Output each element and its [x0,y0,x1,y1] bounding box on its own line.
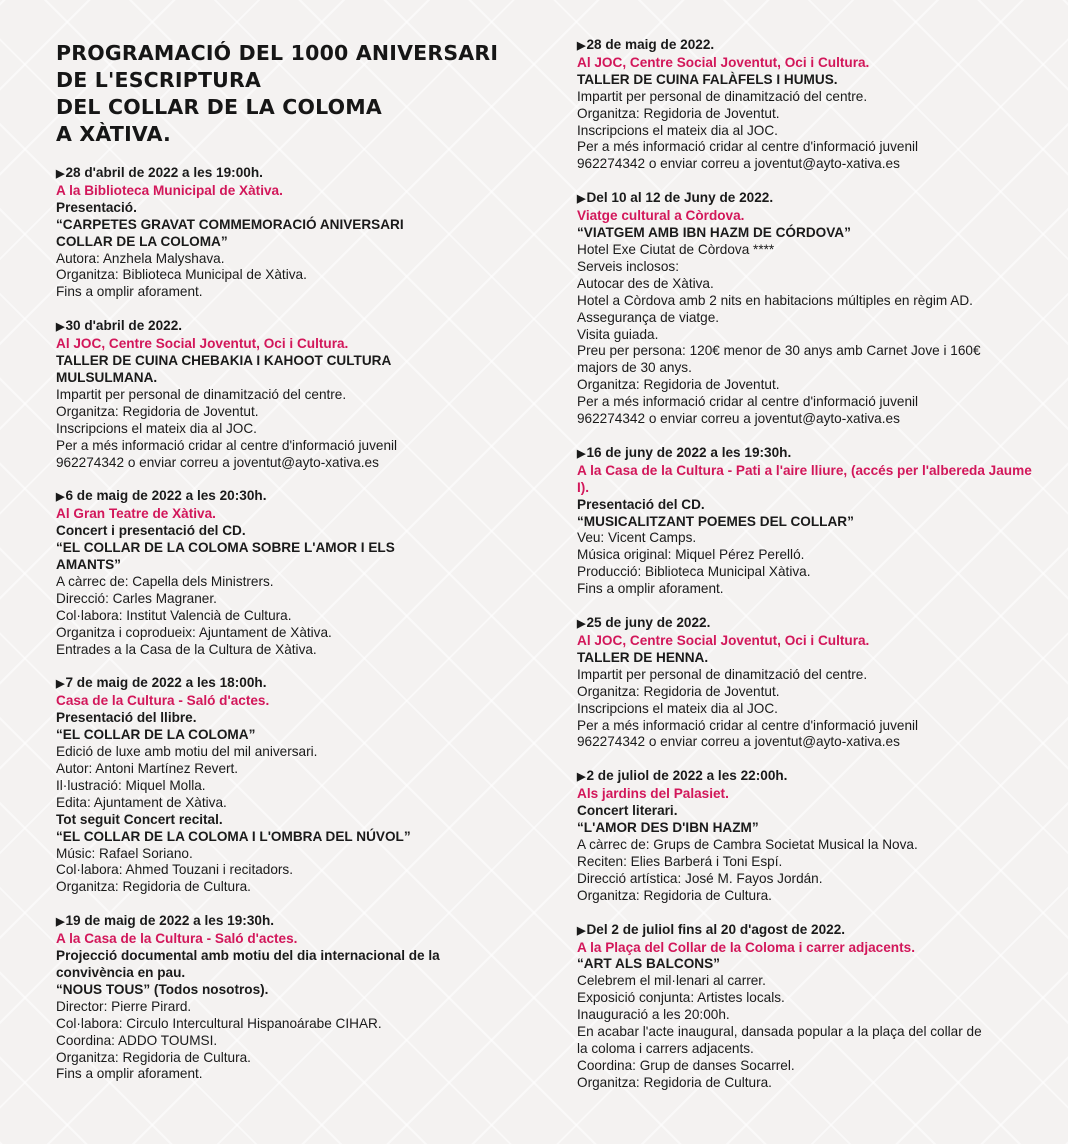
event-block [56,318,526,471]
event-detail-line: Celebrem el mil·lenari al carrer. [577,973,766,989]
event-detail-line: majors de 30 anys. [577,360,692,376]
event-block [577,190,1047,428]
event-detail-line: Inscripcions el mateix dia al JOC. [56,420,257,436]
right-event-list [577,37,1047,1092]
event-date [577,615,1047,633]
page-title [56,40,526,148]
event-date [577,190,1047,208]
event-detail-line: Organitza: Regidoria de Joventut. [577,683,780,699]
event-heading-line: Presentació del llibre. [56,710,197,726]
play-arrow-icon: ▶ [56,491,65,504]
event-venue: Al Gran Teatre de Xàtiva. [56,506,216,522]
event-date-text: 16 de juny de 2022 a les 19:30h. [586,444,792,460]
play-arrow-icon: ▶ [56,321,65,334]
event-heading-line: “VIATGEM AMB IBN HAZM DE CÓRDOVA” [577,225,851,241]
play-arrow-icon: ▶ [577,618,586,631]
event-heading-line: “ART ALS BALCONS” [577,956,720,972]
event-detail-line: Música original: Miquel Pérez Perelló. [577,547,805,563]
title-line: PROGRAMACIÓ DEL 1000 ANIVERSARI [56,41,499,65]
event-detail-line: Organitza: Regidoria de Cultura. [56,1049,251,1065]
event-heading-line: “MUSICALITZANT POEMES DEL COLLAR” [577,513,854,529]
title-line: DEL COLLAR DE LA COLOMA [56,95,382,119]
event-detail-line: Entrades a la Casa de la Cultura de Xàtiva. [56,641,317,657]
event-detail-line: Exposició conjunta: Artistes locals. [577,990,785,1006]
event-heading-line: Tot seguit Concert recital. [56,811,223,827]
event-detail-line: A càrrec de: Grups de Cambra Societat Musical la Nova. [577,836,918,852]
event-heading-line: Concert literari. [577,803,678,819]
left-column [56,0,526,1083]
event-detail-line: Fins a omplir aforament. [56,1066,203,1082]
event-detail-line: Col·labora: Institut Valencià de Cultura. [56,607,292,623]
event-detail-line: A càrrec de: Capella dels Ministrers. [56,573,274,589]
event-venue: Al JOC, Centre Social Joventut, Oci i Cultura. [577,633,870,648]
event-date [577,922,1047,940]
event-date-text: 19 de maig de 2022 a les 19:30h. [65,913,275,929]
event-detail-line: Impartit per personal de dinamització del centre. [56,386,347,402]
event-detail-line: Producció: Biblioteca Municipal Xàtiva. [577,564,811,580]
event-venue: Al JOC, Centre Social Joventut, Oci i Cultura. [56,336,349,352]
event-venue: A la Biblioteca Municipal de Xàtiva. [56,182,283,198]
event-heading-line: Presentació del CD. [577,496,705,512]
event-venue: A la Plaça del Collar de la Coloma i carrer adjacents. [577,939,915,955]
event-block [577,922,1047,1092]
event-detail-line: Per a més informació cridar al centre d'informació juvenil [577,139,919,155]
event-detail-line: Preu per persona: 120€ menor de 30 anys amb Carnet Jove i 160€ [577,343,981,359]
event-heading-line: TALLER DE HENNA. [577,649,709,665]
event-detail-line: Visita guiada. [577,326,659,342]
play-arrow-icon: ▶ [577,193,586,206]
title-line: DE L'ESCRIPTURA [56,68,262,92]
play-arrow-icon: ▶ [577,447,586,460]
event-block [577,615,1047,751]
event-date [56,675,526,693]
event-venue: Al JOC, Centre Social Joventut, Oci i Cultura. [577,54,870,70]
right-column [577,0,1047,1092]
event-heading-line: “CARPETES GRAVAT COMMEMORACIÓ ANIVERSARI [56,216,404,232]
event-heading-line: Concert i presentació del CD. [56,523,246,539]
event-detail-line: Col·labora: Circulo Intercultural Hispanoárabe CIHAR. [56,1015,382,1031]
event-detail-line: Organitza: Regidoria de Joventut. [56,403,259,419]
play-arrow-icon: ▶ [577,771,586,784]
event-venue: Casa de la Cultura - Saló d'actes. [56,693,270,709]
play-arrow-icon: ▶ [56,916,65,929]
event-heading-line: “NOUS TOUS” (Todos nosotros). [56,981,269,997]
event-detail-line: Reciten: Elies Barberá i Toni Espí. [577,853,783,869]
event-detail-line: Direcció artística: José M. Fayos Jordán. [577,870,823,886]
event-detail-line: Coordina: Grup de danses Socarrel. [577,1057,795,1073]
event-date-text: 6 de maig de 2022 a les 20:30h. [65,488,267,504]
event-detail-line: Coordina: ADDO TOUMSI. [56,1032,218,1048]
event-detail-line: la coloma i carrers adjacents. [577,1040,754,1056]
event-date [577,445,1047,463]
event-detail-line: Serveis inclosos: [577,258,679,274]
event-date-text: 28 d'abril de 2022 a les 19:00h. [65,165,263,180]
event-heading-line: Projecció documental amb motiu del dia internacional de la [56,948,440,964]
event-detail-line: Fins a omplir aforament. [56,284,203,300]
event-heading-line: TALLER DE CUINA CHEBAKIA I KAHOOT CULTURA [56,353,392,369]
event-heading-line: “EL COLLAR DE LA COLOMA SOBRE L'AMOR I ELS [56,540,395,556]
event-detail-line: Autora: Anzhela Malyshava. [56,250,225,266]
event-heading-line: COLLAR DE LA COLOMA” [56,233,228,249]
event-detail-line: 962274342 o enviar correu a joventut@ayto-xativa.es [577,156,900,172]
event-detail-line: Organitza: Biblioteca Municipal de Xàtiva. [56,267,307,283]
play-arrow-icon: ▶ [577,40,586,52]
event-date-text: 28 de maig de 2022. [586,37,715,52]
event-detail-line: Assegurança de viatge. [577,309,720,325]
event-heading-line: Presentació. [56,199,137,215]
left-event-list [56,165,526,1083]
event-date [577,768,1047,786]
event-detail-line: Inscripcions el mateix dia al JOC. [577,122,778,138]
event-detail-line: Organitza: Regidoria de Cultura. [577,1074,772,1090]
event-detail-line: Inauguració a les 20:00h. [577,1007,730,1023]
event-block [577,445,1047,598]
event-block [56,165,526,301]
event-detail-line: Organitza: Regidoria de Cultura. [577,887,772,903]
event-date-text: 30 d'abril de 2022. [65,318,183,334]
event-date-text: 25 de juny de 2022. [586,615,711,631]
play-arrow-icon: ▶ [56,168,65,180]
event-detail-line: Organitza i coprodueix: Ajuntament de Xàtiva. [56,624,332,640]
event-venue: A la Casa de la Cultura - Saló d'actes. [56,931,298,947]
event-detail-line: 962274342 o enviar correu a joventut@ayto-xativa.es [56,454,379,470]
play-arrow-icon: ▶ [577,924,586,937]
event-detail-line: Il·lustració: Miquel Molla. [56,777,206,793]
event-heading-line: “EL COLLAR DE LA COLOMA I L'OMBRA DEL NÚVOL” [56,828,411,844]
event-detail-line: Per a més informació cridar al centre d'informació juvenil [577,394,919,410]
event-detail-line: Organitza: Regidoria de Cultura. [56,879,251,895]
event-detail-line: Autor: Antoni Martínez Revert. [56,761,239,776]
event-venue: A la Casa de la Cultura - Pati a l'aire lliure, (accés per l'albereda Jaume I). [577,462,1032,495]
event-detail-line: Col·labora: Ahmed Touzani i recitadors. [56,862,294,878]
event-detail-line: Director: Pierre Pirard. [56,998,192,1014]
event-detail-line: Direcció: Carles Magraner. [56,590,217,606]
event-detail-line: Edita: Ajuntament de Xàtiva. [56,794,227,810]
event-detail-line: Hotel Exe Ciutat de Còrdova **** [577,241,775,257]
event-heading-line: TALLER DE CUINA FALÀFELS I HUMUS. [577,71,838,87]
event-block [56,675,526,896]
event-detail-line: Per a més informació cridar al centre d'informació juvenil [577,717,919,733]
play-arrow-icon: ▶ [56,678,65,691]
event-detail-line: 962274342 o enviar correu a joventut@ayto-xativa.es [577,734,900,750]
event-heading-line: MULSULMANA. [56,369,158,385]
event-block [577,768,1047,904]
event-detail-line: Músic: Rafael Soriano. [56,845,193,861]
event-venue: Als jardins del Palasiet. [577,786,729,802]
event-block [56,913,526,1083]
event-detail-line: Veu: Vicent Camps. [577,530,697,546]
event-heading-line: “EL COLLAR DE LA COLOMA” [56,727,256,743]
event-date-text: 2 de juliol de 2022 a les 22:00h. [586,768,788,784]
event-venue: Viatge cultural a Còrdova. [577,208,745,224]
event-date-text: Del 2 de juliol fins al 20 d'agost de 2022. [586,921,846,937]
event-detail-line: Organitza: Regidoria de Joventut. [577,377,780,393]
event-detail-line: Autocar des de Xàtiva. [577,275,714,291]
event-detail-line: Hotel a Còrdova amb 2 nits en habitacions múltiples en règim AD. [577,292,973,308]
event-detail-line: 962274342 o enviar correu a joventut@ayto-xativa.es [577,411,900,427]
event-date [56,165,526,183]
event-heading-line: convivència en pau. [56,964,186,980]
event-date [577,37,1047,55]
event-detail-line: Fins a omplir aforament. [577,581,724,597]
event-date [56,488,526,506]
event-detail-line: Inscripcions el mateix dia al JOC. [577,700,778,716]
event-date [56,318,526,336]
event-detail-line: Impartit per personal de dinamització del centre. [577,666,868,682]
event-heading-line: “L'AMOR DES D'IBN HAZM” [577,820,759,836]
event-detail-line: Edició de luxe amb motiu del mil aniversari. [56,744,318,760]
title-line: A XÀTIVA. [56,122,172,146]
event-detail-line: Organitza: Regidoria de Joventut. [577,105,780,121]
event-date-text: Del 10 al 12 de Juny de 2022. [586,190,774,206]
event-date-text: 7 de maig de 2022 a les 18:00h. [65,675,267,691]
event-block [56,488,526,658]
event-detail-line: Impartit per personal de dinamització del centre. [577,88,868,104]
event-date [56,913,526,931]
event-block [577,37,1047,173]
event-detail-line: En acabar l'acte inaugural, dansada popular a la plaça del collar de [577,1024,982,1040]
event-detail-line: Per a més informació cridar al centre d'informació juvenil [56,437,398,453]
event-heading-line: AMANTS” [56,557,121,573]
